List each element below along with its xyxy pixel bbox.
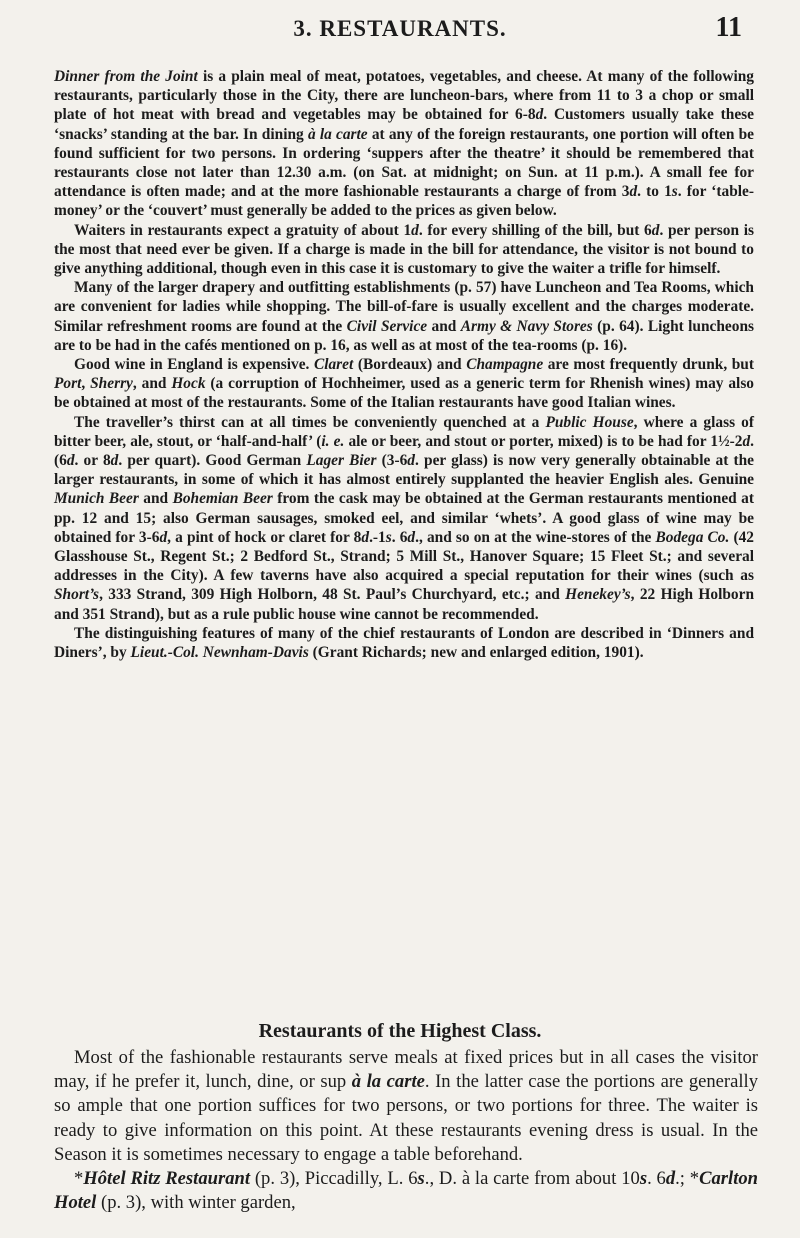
italic-run: Short’s bbox=[54, 586, 100, 604]
text-run: . for every shilling of the bill, but 6 bbox=[418, 221, 652, 239]
text-run: (p. 64). Light luncheons are to be had in the cafés mentioned on p. 16, as well as at most of the tea-rooms (p. 16). bbox=[54, 317, 755, 354]
text-run: (Bordeaux) and bbox=[353, 356, 467, 374]
italic-run: d bbox=[110, 452, 119, 470]
italic-run: Champagne bbox=[466, 356, 544, 374]
text-run: Most of the fashionable restaurants serve meals at fixed prices but in all cases the visitor may, if he prefer it, lunch, dine, or sup bbox=[54, 1047, 758, 1093]
text-run: , where a glass of bitter beer, ale, stout, or ‘half-and-half’ ( bbox=[54, 413, 755, 450]
text-run: is a plain meal of meat, potatoes, vegetables, and cheese. At many of the following restaurants, particularly those in the City, there are luncheon-bars, where from 11 to 3 a chop or small plate of hot meat with bread and vegetables may be obtained for 6-8 bbox=[54, 68, 755, 124]
page-header bbox=[0, 10, 800, 50]
text-run: , 333 Strand, 309 High Holborn, 48 St. Paul’s Churchyard, etc.; and bbox=[99, 586, 566, 604]
text-run: ., and so on at the wine-stores of the bbox=[415, 528, 656, 546]
italic-run: Sherry bbox=[90, 375, 133, 393]
section-title: Restaurants of the Highest Class. bbox=[258, 1020, 542, 1042]
italic-run: Dinner from the Joint bbox=[54, 68, 198, 85]
italic-run: i. e. bbox=[321, 432, 345, 450]
italic-run: d bbox=[535, 106, 544, 124]
text-run: .-1 bbox=[369, 528, 386, 546]
text-run: at any of the foreign restaurants, one portion will often be found sufficient for two persons. In ordering ‘suppers after the theatre’ it should be remembered that restaurants close not later than 12.30 a.m. (on Sat. at midnight; on Sun. at 11 p.m.). A small fee for attendance is often made; and at the more fashionable restaurants a charge of from 3 bbox=[54, 125, 754, 201]
text-run: ale or beer, and stout or porter, mixed) is to be had for 1½-2 bbox=[344, 432, 743, 450]
text-run: Good wine in England is expensive. bbox=[74, 356, 314, 374]
italic-run: d bbox=[665, 1168, 676, 1190]
small-print-section bbox=[54, 67, 754, 662]
italic-run: Lager Bier bbox=[306, 452, 377, 470]
italic-run: d bbox=[159, 528, 168, 546]
italic-run: à la carte bbox=[351, 1071, 425, 1093]
italic-run: Henekey’s bbox=[565, 586, 631, 604]
text-run: (Grant Richards; new and enlarged edition, 1901). bbox=[308, 644, 644, 662]
italic-run: d bbox=[411, 221, 419, 239]
paragraph bbox=[54, 278, 754, 355]
paragraph bbox=[54, 624, 754, 662]
text-run: .; * bbox=[675, 1168, 700, 1190]
text-run: (a corruption of Hochheimer, used as a generic term for Rhenish wines) may also be obtained at most of the restaurants. Some of the Italian restaurants have good Italian wines. bbox=[54, 375, 755, 412]
italic-run: Public House bbox=[545, 413, 634, 431]
text-run: . per person is the most that need ever be given. If a charge is made in the bill for attendance, the visitor is not bound to give anything additional, though even in this case it is customary to give the waiter a trifle for himself. bbox=[54, 221, 754, 278]
italic-run: Hock bbox=[171, 375, 206, 393]
text-run: , bbox=[81, 375, 91, 393]
text-run: . Customers usually take these ‘snacks’ standing at the bar. In dining bbox=[54, 106, 754, 143]
italic-run: d bbox=[407, 528, 416, 546]
text-run: . per quart). Good German bbox=[118, 452, 307, 470]
text-run: . or 8 bbox=[74, 452, 111, 470]
text-run: (p. 3), with winter garden, bbox=[96, 1192, 296, 1214]
text-run: , 22 High Holborn and 351 Strand), but as a rule public house wine cannot be recommended. bbox=[54, 586, 754, 623]
text-run: . for ‘table-money’ or the ‘couvert’ must generally be added to the prices as given below. bbox=[54, 183, 755, 220]
text-run: Many of the larger drapery and outfitting establishments (p. 57) have Luncheon and Tea Rooms, which are convenient for ladies while shopping. The bill-of-fare is usually excellent and the charges moderate. Similar refreshment rooms are found at the bbox=[54, 279, 754, 335]
text-run: The distinguishing features of many of the chief restaurants of London are described in ‘Dinners and Diners’, by bbox=[54, 624, 754, 662]
paragraph bbox=[54, 413, 754, 624]
italic-run: d bbox=[629, 183, 638, 201]
italic-run: Civil Service bbox=[346, 317, 428, 335]
text-run: . to 1 bbox=[637, 183, 672, 201]
running-head: 3. RESTAURANTS. bbox=[293, 16, 507, 41]
italic-run: Army & Navy Stores bbox=[460, 317, 593, 335]
italic-run: d bbox=[742, 432, 751, 450]
text-run: , a pint of hock or claret for 8 bbox=[167, 528, 362, 546]
paragraph bbox=[54, 1046, 758, 1167]
text-run: . per glass) is now very generally obtainable at the larger restaurants, in some of which it has almost entirely supplanted the heavier English ales. Genuine bbox=[54, 452, 754, 489]
text-run: (p. 3), Piccadilly, L. 6 bbox=[250, 1168, 418, 1190]
text-run: (42 Glasshouse St., Regent St.; 2 Bedford St., Strand; 5 Mill St., Hanover Square; 15 Fleet St.; and several addresses in the City). A few taverns have also acquired a special reputation for their wines (such as bbox=[54, 528, 754, 585]
text-run: , and bbox=[132, 375, 172, 393]
italic-run: à la carte bbox=[307, 125, 368, 143]
text-run: . In the latter case the portions are generally so ample that one portion suffices for two persons, or two portions for three. The waiter is ready to give information on this point. At these restaurants evening dress is usual. In the Season it is sometimes necessary to engage a table beforehand. bbox=[54, 1071, 759, 1165]
italic-run: Carlton Hotel bbox=[54, 1168, 759, 1214]
text-run: and bbox=[138, 490, 173, 508]
text-run: (3-6 bbox=[376, 452, 408, 470]
italic-run: Lieut.-Col. Newnham-Davis bbox=[130, 644, 309, 662]
italic-run: Munich Beer bbox=[54, 490, 139, 508]
italic-run: Bodega Co. bbox=[655, 528, 730, 546]
italic-run: Claret bbox=[313, 356, 354, 374]
paragraph bbox=[54, 221, 754, 279]
text-run: * bbox=[74, 1168, 84, 1190]
text-run: ., D. à la carte from about 10 bbox=[424, 1168, 640, 1190]
large-print-section bbox=[54, 1046, 758, 1215]
text-run: The traveller’s thirst can at all times be conveniently quenched at a bbox=[74, 413, 546, 431]
italic-run: Hôtel Ritz Restaurant bbox=[83, 1168, 251, 1190]
italic-run: s bbox=[417, 1168, 425, 1190]
italic-run: Bohemian Beer bbox=[172, 490, 273, 508]
italic-run: s bbox=[639, 1168, 648, 1190]
text-run: from the cask may be obtained at the German restaurants mentioned at pp. 12 and 15; also German sausages, smoked eel, and similar ‘whets’. A good glass of wine may be obtained for 3-6 bbox=[54, 490, 754, 546]
italic-run: d bbox=[651, 221, 660, 239]
text-run: . 6 bbox=[391, 528, 408, 546]
paragraph bbox=[54, 1167, 758, 1215]
text-run: . 6 bbox=[647, 1168, 666, 1190]
text-run: . (6 bbox=[54, 432, 755, 470]
italic-run: Port bbox=[54, 375, 82, 393]
page-number: 11 bbox=[715, 12, 742, 43]
paragraph bbox=[54, 355, 754, 413]
italic-run: d bbox=[361, 528, 370, 546]
text-run: Waiters in restaurants expect a gratuity of about 1 bbox=[74, 221, 412, 239]
text-run: are most frequently drunk, but bbox=[543, 356, 754, 374]
paragraph bbox=[54, 67, 754, 221]
text-run: and bbox=[427, 317, 461, 335]
italic-run: s bbox=[385, 528, 392, 546]
italic-run: d bbox=[407, 452, 415, 470]
italic-run: s bbox=[671, 183, 678, 201]
italic-run: d bbox=[66, 452, 75, 470]
